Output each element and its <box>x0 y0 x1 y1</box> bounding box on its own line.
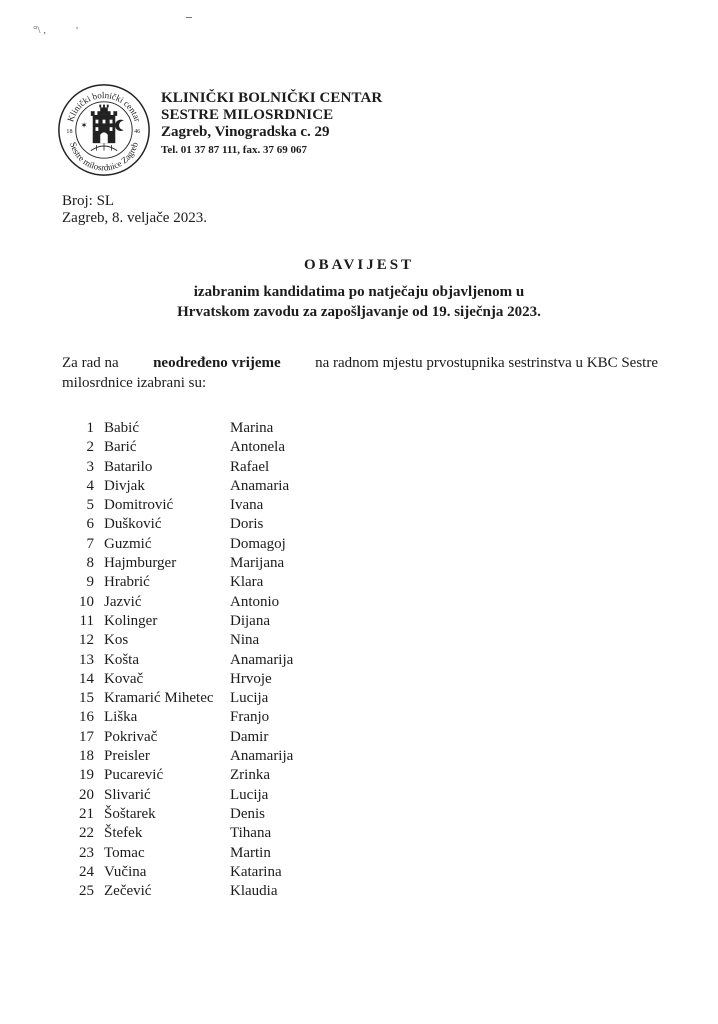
candidate-surname: Divjak <box>104 477 145 494</box>
candidate-first-name: Lucija <box>230 786 269 803</box>
candidate-number: 9 <box>86 574 94 591</box>
hospital-seal-logo <box>57 83 151 177</box>
candidate-first-name: Marina <box>230 420 274 436</box>
candidate-first-name: Antonio <box>230 593 280 610</box>
subtitle-line1: izabranim kandidatima po natječaju objavljenom u <box>193 284 525 300</box>
candidate-number: 23 <box>79 844 94 861</box>
document-date: Zagreb, 8. veljače 2023. <box>62 210 207 226</box>
candidate-surname: Vučina <box>104 863 147 880</box>
svg-text:Klinički bolnički centar: Klinički bolnički centar <box>65 89 143 124</box>
scan-artifact-left: °\ , <box>33 24 46 36</box>
candidate-surname: Štefek <box>104 825 143 842</box>
candidate-number: 12 <box>79 632 94 649</box>
candidate-first-name: Damir <box>230 728 269 745</box>
candidate-first-name: Marijana <box>230 555 285 572</box>
candidate-number: 24 <box>79 863 94 880</box>
candidate-number: 21 <box>79 805 94 822</box>
candidate-first-name: Antonela <box>230 439 285 456</box>
candidate-number: 7 <box>86 535 94 552</box>
candidate-first-name: Lucija <box>230 690 269 707</box>
candidate-number: 25 <box>79 883 94 900</box>
intro-bold-term: neodređeno vrijeme <box>153 355 281 371</box>
candidate-first-name: Anamaria <box>230 477 290 494</box>
candidate-surname: Babić <box>104 420 139 436</box>
candidate-surname: Preisler <box>104 748 150 765</box>
intro-text-3: milosrdnice izabrani su: <box>62 375 207 391</box>
seal-year-left: 18 <box>66 128 73 135</box>
intro-paragraph <box>62 353 658 393</box>
candidate-surname: Dušković <box>104 516 162 533</box>
candidate-surname: Tomac <box>104 844 145 861</box>
candidate-first-name: Klara <box>230 574 264 591</box>
candidate-number: 4 <box>86 477 94 494</box>
candidate-first-name: Domagoj <box>230 535 286 552</box>
candidate-first-name: Ivana <box>230 497 264 514</box>
candidate-first-name: Doris <box>230 516 264 533</box>
candidate-surname: Barić <box>104 439 137 456</box>
reference-number: Broj: SL <box>62 193 115 209</box>
candidate-number: 1 <box>86 420 94 436</box>
scan-artifact-dash <box>186 17 192 18</box>
scan-artifact-mid: ' <box>76 25 78 37</box>
candidate-surname: Domitrović <box>104 497 174 514</box>
svg-text:✶: ✶ <box>80 120 88 131</box>
candidate-number: 15 <box>79 690 94 707</box>
candidate-surname: Guzmić <box>104 535 152 552</box>
candidate-number: 11 <box>79 612 94 629</box>
candidate-surname: Hajmburger <box>104 555 177 572</box>
candidate-surname: Kolinger <box>104 612 158 629</box>
seal-year-right: 46 <box>134 128 141 135</box>
candidate-number: 14 <box>79 670 94 687</box>
document-meta <box>62 193 207 227</box>
intro-text-1: Za rad na <box>62 355 119 371</box>
candidate-first-name: Katarina <box>230 863 282 880</box>
candidate-surname: Kos <box>104 632 129 649</box>
candidate-first-name: Klaudia <box>230 883 278 900</box>
candidate-first-name: Dijana <box>230 612 270 629</box>
candidate-number: 5 <box>86 497 94 514</box>
candidate-number: 13 <box>79 651 94 668</box>
letterhead-line2: SESTRE MILOSRDNICE <box>161 107 334 123</box>
candidate-surname: Hrabrić <box>104 574 150 591</box>
candidate-surname: Slivarić <box>104 786 151 803</box>
candidate-surname: Zečević <box>104 883 152 900</box>
candidate-surname: Kovač <box>104 670 144 687</box>
candidate-surname: Batarilo <box>104 458 153 475</box>
document-title: OBAVIJEST <box>303 257 415 273</box>
candidate-first-name: Hrvoje <box>230 670 272 687</box>
candidate-first-name: Anamarija <box>230 651 294 668</box>
candidate-number: 16 <box>79 709 94 726</box>
subtitle-line2: Hrvatskom zavodu za zapošljavanje od 19. siječnja 2023. <box>177 304 541 320</box>
candidate-surname: Košta <box>104 651 139 668</box>
candidate-number: 10 <box>79 593 94 610</box>
letterhead-line1: KLINIČKI BOLNIČKI CENTAR <box>161 90 383 106</box>
candidate-first-name: Anamarija <box>230 748 294 765</box>
candidate-surname: Šoštarek <box>104 805 156 822</box>
candidate-first-name: Tihana <box>230 825 272 842</box>
candidate-first-name: Zrinka <box>230 767 270 784</box>
svg-text:Sestre milosrdnice Zagreb: Sestre milosrdnice Zagreb <box>68 140 140 173</box>
candidate-number: 6 <box>86 516 94 533</box>
candidate-number: 17 <box>79 728 94 745</box>
candidate-first-name: Martin <box>230 844 271 861</box>
candidate-surname: Pokrivač <box>104 728 158 745</box>
candidate-number: 2 <box>86 439 94 456</box>
candidate-surname: Jazvić <box>104 593 142 610</box>
letterhead-address: Zagreb, Vinogradska c. 29 <box>161 124 330 140</box>
candidate-first-name: Nina <box>230 632 260 649</box>
candidate-number: 8 <box>86 555 94 572</box>
candidate-number: 3 <box>86 458 94 475</box>
candidate-number: 18 <box>79 748 94 765</box>
letterhead-phone: Tel. 01 37 87 111, fax. 37 69 067 <box>161 144 307 156</box>
candidate-first-name: Denis <box>230 805 265 822</box>
candidate-number: 19 <box>79 767 94 784</box>
candidate-surname: Liška <box>104 709 138 726</box>
candidate-number: 22 <box>79 825 94 842</box>
candidate-number: 20 <box>79 786 94 803</box>
document-subtitle <box>0 282 718 322</box>
candidate-surname: Pucarević <box>104 767 164 784</box>
candidate-first-name: Franjo <box>230 709 270 726</box>
candidate-first-name: Rafael <box>230 458 270 475</box>
intro-text-2: na radnom mjestu prvostupnika sestrinstva u KBC Sestre <box>315 355 658 371</box>
candidate-surname: Kramarić Mihetec <box>104 690 214 707</box>
letterhead <box>161 90 382 159</box>
